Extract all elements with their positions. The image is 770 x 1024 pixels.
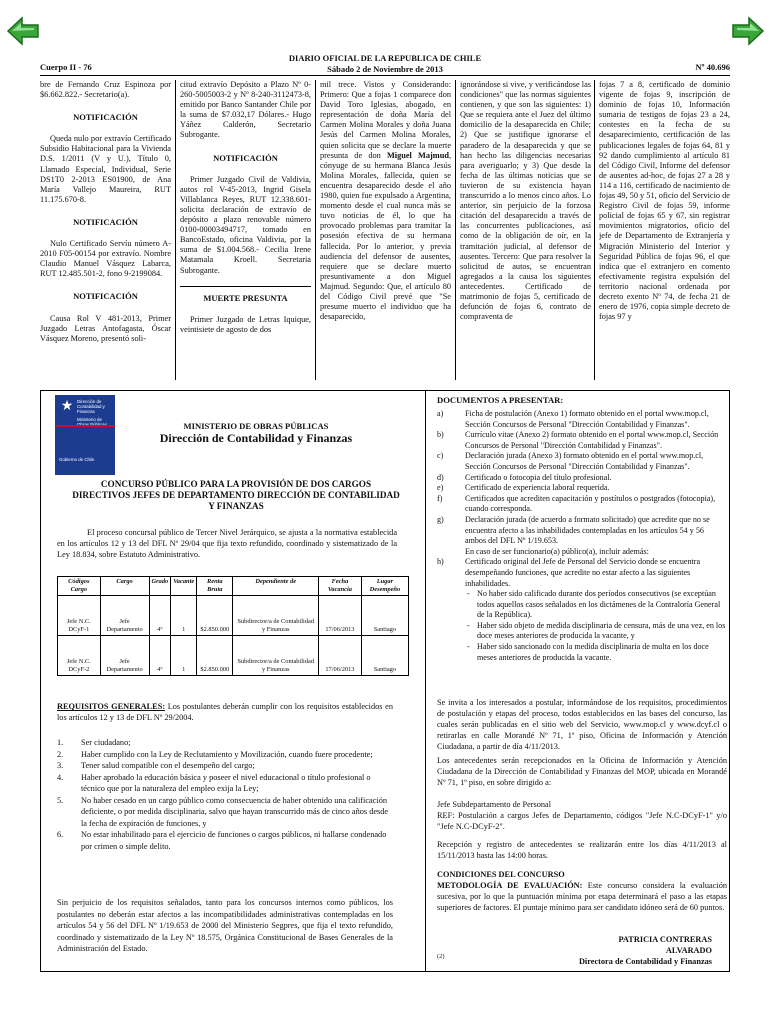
general-requirements: [57, 701, 393, 723]
star-icon: ★: [60, 399, 74, 414]
item-text: Currículo vitae (Anexo 2) formato obtenido en el portal www.mop.cl, Sección Concursos de Personal "Dirección Contabilidad y Finanzas".: [465, 430, 719, 450]
column-divider: [315, 80, 316, 380]
table-header: Fecha Vacancia: [319, 577, 362, 596]
item-text: Haber aprobado la educación básica y poseer el nivel educacional o título profesional o técnico que por la naturaleza del empleo exija la Ley;: [81, 772, 371, 793]
item-letter: h): [437, 557, 444, 567]
list-item: [57, 737, 393, 749]
documents-title: DOCUMENTOS A PRESENTAR:: [437, 395, 564, 405]
table-cell: 1: [171, 596, 197, 636]
list-item: [437, 515, 727, 547]
table-row: [58, 596, 409, 636]
table-cell: $2.850.000: [197, 596, 233, 636]
notices-columns: [40, 80, 730, 388]
item-text: Declaración jurada (de acuerdo a formato solicitado) que acredite que no se encuentra afecto a las inhabilidades contempladas en los artículos 54 y 56 ambos del DFL Nº 1/19.653.: [465, 514, 710, 546]
publication-date: Sábado 2 de Noviembre de 2013: [327, 64, 443, 74]
logo-line: Ministerio de: [77, 416, 102, 422]
paragraph: ignorándose si vive, y verificándose las condiciones" que las normas siguientes contienen, y que son las siguientes: 1) Que se requiera ante el Juez del último domicilio de la desaparecida en Chile; 2) Que se justifique ignorarse el paradero de la desaparecida y que se han hecho las diligencias necesarias para averiguarlo; y 3) Que desde la fecha de las últimas noticias que se tuvieron de su existencia hayan transcurrido a lo menos cinco años. Lo anterior, sin perjuicio de la forzosa citación del desaparecido a través de las concurrentes publicaciones, así como de la obligación de oír, en la tramitación judicial, al defensor de ausentes. Tercero: Que para resolver la solicitud de autos, se encuentran agregados a la causa los siguientes antecedentes. Certificado de matrimonio de fojas 5, certificado de defunción de fojas 6, contrato de compraventa de: [460, 80, 591, 322]
list-item: [437, 451, 727, 472]
item-letter: f): [437, 493, 443, 503]
text-run: , cónyuge de su hermana Blanca Jesús Molina Morales, fallecida, quien se encuentra desaparecido desde el año 1980, quien fue expulsado a Argentina, momento desde el cual nunca más se tuvo noticias de él, lo que ha provocado problemas para tramitar la posesión efectiva de su hermana fallecida. Por lo anterior, y previa audiencia del defensor de ausentes, requiere que se declare muerto presuntivamente a don Miguel Majmud. Segundo: Que, el artículo 80 del Código Civil prevé que "Se presume muerto el individuo que ha desaparecido,: [320, 150, 451, 322]
column-divider: [175, 80, 176, 380]
column-5: [599, 80, 730, 380]
logo-line: Dirección de Contabilidad y Finanzas: [77, 399, 105, 415]
item-text: Tener salud compatible con el desempeño del cargo;: [81, 761, 255, 770]
heading: NOTIFICACIÓN: [73, 291, 138, 302]
item-text: Certificado o fotocopia del título profesional.: [465, 472, 612, 482]
text-run: mil trece. Vistos y Considerando: Primero: Que a fojas 1 comparece don David Toro Iglesias, abogado, en representación de doña María del Carmen Molina Morales y doña Juana Jesús del Carmen Molina Morales, quien solicita que se declare la muerte presunta de don: [320, 80, 451, 160]
signer-title: Directora de Contabilidad y Finanzas: [578, 957, 712, 966]
table-header: Grado: [149, 577, 171, 596]
table-cell: $2.850.000: [197, 636, 233, 676]
item-number: 3.: [57, 761, 64, 770]
list-item: [437, 483, 727, 494]
heading: NOTIFICACIÓN: [73, 216, 138, 227]
item-text: Declaración jurada (Anexo 3) formato obtenido en el portal www.mop.cl, Sección Concursos de Personal "Dirección Contabilidad y Finanzas".: [465, 451, 704, 471]
sub-item: [467, 621, 727, 642]
item-text: Certificado de experiencia laboral requerida.: [465, 483, 610, 493]
item-letter: [437, 547, 465, 558]
sub-item-text: Haber sido objeto de medida disciplinaria de censura, más de una vez, en los doce meses anteriores de producida la vacante, y: [477, 620, 726, 641]
sub-item: [467, 642, 727, 663]
dash-bullet: -: [467, 589, 470, 599]
paragraph: Nulo Certificado Servíu número A-2010 F05-00154 por extravío. Nombre Claudio Manuel Vásquez Labarca, RUT 12.485.501-2, fono 9-2199084.: [40, 239, 171, 279]
item-number: 5.: [57, 795, 64, 805]
table-header: Códigos Cargo: [58, 577, 101, 596]
table-cell: Jefe Departamento: [100, 636, 149, 676]
item-text: Certificado original del Jefe de Personal del Servicio donde se encuentra desempeñando funciones, que acredite no estar afecto a las siguientes inhabilidades.: [465, 557, 701, 588]
documents-list: [437, 409, 727, 663]
list-item: [437, 547, 727, 558]
table-header: Dependiente de: [233, 577, 319, 596]
deadline-paragraph: Recepción y registro de antecedentes se realizarán entre los días 4/11/2013 al 15/11/2013 hasta las 14:00 horas.: [437, 840, 727, 860]
paragraph: Primer Juzgado de Letras Iquique, veintisiete de agosto de dos: [180, 314, 311, 334]
heading: NOTIFICACIÓN: [73, 112, 138, 123]
item-letter: b): [437, 430, 444, 440]
list-item: [437, 494, 727, 515]
item-letter: a): [437, 409, 444, 418]
item-text: Ser ciudadano;: [81, 738, 131, 747]
publication-title: DIARIO OFICIAL DE LA REPUBLICA DE CHILE: [288, 53, 482, 63]
paragraph: [320, 80, 451, 322]
paragraph: Causa Rol V 481-2013, Primer Juzgado Letras Antofagasta, Óscar Vásquez Moreno, presentó soli-: [40, 313, 171, 343]
table-cell: 17/06/2013: [319, 596, 362, 636]
reference-line: REF: Postulación a cargos Jefes de Departamento, códigos "Jefe N.C-DCyF-1" y/o "Jefe N.C-DCyF-2".: [437, 811, 727, 831]
masthead: [240, 53, 530, 75]
next-page-arrow-icon[interactable]: [731, 16, 765, 46]
sub-item: [467, 589, 727, 621]
paragraph: fojas 7 a 8, certificado de dominio vigente de fojas 9, inscripción de dominio de fojas 10, Información sumaria de testigos de fojas 23 a 24, contestes en la fecha de su desaparecimiento, certificación de las publicaciones legales de fojas 64, 81 y 92 dando cumplimiento al artículo 81 del Código Civil, Informe del defensor de ausentes ad-hoc, de fojas 27 a 28 y 114 a 116, certificado de nacimiento de fojas 49, 50 y 51, oficio del Servicio de Registro Civil de fojas 59, informe policial de fojas 65 y 67, sin registrar movimientos migratorios, oficio del jefe de Departamento de Extranjería y Migración Ministerio del Interior y Seguridad Pública de fojas 96, el que indica que el extranjero en comento efectivamente registra expulsión del territorio nacional ordenada por decreto exento Nº 74, de fecha 21 de enero de 1976, copia simple decreto de fojas 97 y: [599, 80, 730, 322]
documents-panel: [427, 391, 729, 971]
table-cell: 17/06/2013: [319, 636, 362, 676]
table-cell: Santiago: [361, 636, 408, 676]
table-cell: Santiago: [361, 596, 408, 636]
item-letter: c): [437, 451, 444, 461]
bold-name: Miguel Majmud: [386, 150, 449, 160]
signature-block: [577, 934, 712, 967]
item-text: Ficha de postulación (Anexo 1) formato obtenido en el portal www.mop.cl, Sección Concursos de Personal "Dirección Contabilidad y Finanzas".: [465, 409, 709, 429]
table-header: Lugar Desempeño: [361, 577, 408, 596]
table-cell: 1: [171, 636, 197, 676]
column-divider: [455, 80, 456, 380]
item-text: No haber cesado en un cargo público como consecuencia de haber obtenido una calificación deficiente, o por medida disciplinaria, salvo que hayan transcurrido más de cinco años desde la fecha de expiración de funciones, y: [81, 795, 389, 828]
list-item: [437, 557, 727, 589]
list-item: [57, 795, 393, 830]
intro-paragraph: El proceso concursal público de Tercer Nivel Jerárquico, se ajusta a la normativa establecida en los artículos 12 y 13 del DFL Nº 29/04 que fija texto refundido, coordinado y sistematizado de la Ley 18.834, sobre Estatuto Administrativo.: [57, 528, 397, 559]
receipt-paragraph: Los antecedentes serán recepcionados en la Oficina de Información y Atención Ciudadana de la Dirección de Contabilidad y Finanzas del MOP, ubicada en Morandé Nº 71, 1º piso, en sobre dirigido a:: [437, 756, 727, 787]
requirements-label: REQUISITOS GENERALES:: [57, 702, 166, 711]
contest-title: CONCURSO PÚBLICO PARA LA PROVISIÓN DE DOS CARGOS DIRECTIVOS JEFES DE DEPARTAMENTO DIRECCIÓN DE CONTABILIDAD Y FINANZAS: [72, 479, 400, 511]
table-cell: Jefe Departamento: [100, 596, 149, 636]
table-header: Vacante: [171, 577, 197, 596]
list-item: [57, 829, 393, 852]
page-reference: (2): [437, 953, 445, 960]
table-cell: Jefe N.C. DCyF-1: [58, 596, 101, 636]
item-number: 2.: [57, 749, 64, 759]
item-text: En caso de ser funcionario(a) público(a), incluir además:: [465, 546, 649, 556]
ministry-name: MINISTERIO DE OBRAS PÚBLICAS: [183, 421, 329, 431]
closing-paragraph: Sin perjuicio de los requisitos señalados, tanto para los concursos internos como públicos, los postulantes no deberán estar afectos a las incompatibilidades administrativas contempladas en los artículos 54 y 56 del DFL Nº 1/19.653 de 2000 del Ministerio Segpres, que fija el texto refundido, coordinado y sistematizado de la Ley Nº 18.575, Orgánica Constitucional de Bases Generales de la Administración del Estado.: [57, 898, 393, 953]
public-contest-notice: [40, 390, 730, 972]
table-cell: Subdirector/a de Contabilidad y Finanzas: [233, 636, 319, 676]
logo-band: [55, 425, 115, 427]
column-divider: [594, 80, 595, 380]
methodology-paragraph: [437, 880, 727, 913]
direction-name: Dirección de Contabilidad y Finanzas: [159, 431, 353, 445]
list-item: [57, 760, 393, 772]
methodology-label: METODOLOGÍA DE EVALUACIÓN:: [437, 881, 583, 890]
table-header-row: [58, 577, 409, 596]
paragraph: citud extravío Depósito a Plazo Nº 0-260-5005003-2 y Nº 8-240-3112473-8, emitido por Banco Santander Chile por la suma de $7.032,17 Dólares.- Hugo Yáñez Calderón, Secretario Subrogante.: [180, 80, 311, 140]
item-text: No estar inhabilitado para el ejercicio de funciones o cargos públicos, ni hallarse condenado por crimen o simple delito.: [81, 830, 387, 851]
item-number: 1.: [57, 738, 64, 747]
table-cell: Jefe N.C. DCyF-2: [58, 636, 101, 676]
sub-item-text: Haber sido sancionado con la medida disciplinaria de multa en los doce meses anteriores de producida la vacante.: [477, 642, 709, 662]
government-logo: [55, 395, 115, 475]
item-text: Haber cumplido con la Ley de Reclutamiento y Movilización, cuando fuere procedente;: [81, 749, 373, 759]
address-line: Jefe Subdepartamento de Personal: [437, 800, 552, 809]
notice-divider: [425, 391, 426, 971]
header-divider: [40, 75, 730, 76]
issue-number: Nº 40.696: [695, 62, 730, 72]
requirements-text: Los postulantes deberán cumplir con los requisitos establecidos en los artículos 12 y 13 de DFL Nº 29/2004.: [57, 702, 393, 722]
logo-text: [77, 399, 115, 427]
table-cell: 4º: [149, 636, 171, 676]
invite-paragraph: Se invita a los interesados a postular, informándose de los requisitos, procedimientos de postulación y etapas del proceso, todos establecidos en las bases del concurso, las cuales serán publicadas en el sitio web del Servicio, www.mop.cl y www.dcyf.cl o retirarlas en calle Morandé Nº 71, 1º piso, Oficina de Información y Atención Ciudadana, a partir de día 4/11/2013.: [437, 698, 727, 751]
conditions-title: CONDICIONES DEL CONCURSO: [437, 870, 565, 879]
requirements-list: [57, 737, 393, 852]
table-header: Renta Bruta: [197, 577, 233, 596]
dash-bullet: -: [467, 642, 470, 652]
list-item: [57, 749, 393, 761]
item-number: 4.: [57, 772, 64, 782]
paragraph: Queda nulo por extravío Certificado Subsidio Habitacional para la Vivienda D.S. 1/2011 (V y U.), Título 0, Llamado Especial, Individual, Serie DS1T0 2-2013 ES01900, de Ana María Vallejo Maureira, RUT 11.175.670-8.: [40, 134, 171, 204]
table-header: Cargo: [100, 577, 149, 596]
column-2: [180, 80, 311, 380]
previous-page-arrow-icon[interactable]: [6, 16, 40, 46]
paragraph: Primer Juzgado Civil de Valdivia, autos rol V-45-2013, Ingrid Gisela Villablanca Reyes, RUT 12.338.601- solicita declaración de extravío de depósito a plazo renovable número 0100-00003494717, tomado en BancoEstado, oficina Valdivia, por la suma de $1.004.568.- Cecilia Irene Matamala Kroell. Secretaria Subrogante.: [180, 174, 311, 275]
heading: NOTIFICACIÓN: [213, 152, 278, 163]
item-letter: e): [437, 483, 444, 493]
signer-name: PATRICIA CONTRERAS ALVARADO: [618, 935, 712, 955]
table-cell: 4º: [149, 596, 171, 636]
list-item: [437, 409, 727, 430]
table-row: [58, 636, 409, 676]
item-letter: g): [437, 514, 444, 524]
paragraph: bre de Fernando Cruz Espinoza por $6.662.822.- Secretario(a).: [40, 80, 171, 100]
list-item: [57, 772, 393, 795]
list-item: [437, 430, 727, 451]
dash-bullet: -: [467, 620, 470, 630]
methodology-text: Este concurso considera la evaluación sucesiva, por lo que la puntuación mínima por etapa determinará el paso a las etapas superiores de factores. El puntaje mínimo para ser candidato idóneo será de 60 puntos.: [437, 881, 727, 912]
item-text: Certificados que acrediten capacitación y postítulos o postgrados (fotocopia), cuando corresponda.: [465, 493, 716, 514]
section-label: Cuerpo II - 76: [40, 62, 92, 72]
logo-line: Gobierno de Chile: [59, 457, 95, 462]
item-letter: d): [437, 472, 444, 482]
sub-item-text: No haber sido calificado durante dos períodos consecutivos (se exceptúan todos aquellos casos señalados en los dictámenes de la Contraloría General de la República).: [477, 589, 721, 620]
column-3: [320, 80, 451, 380]
column-1: [40, 80, 171, 380]
item-number: 6.: [57, 830, 64, 839]
column-4: [460, 80, 591, 380]
positions-table: [57, 576, 409, 676]
list-item: [437, 473, 727, 484]
table-cell: Subdirector/a de Contabilidad y Finanzas: [233, 596, 319, 636]
heading: MUERTE PRESUNTA: [180, 286, 311, 303]
